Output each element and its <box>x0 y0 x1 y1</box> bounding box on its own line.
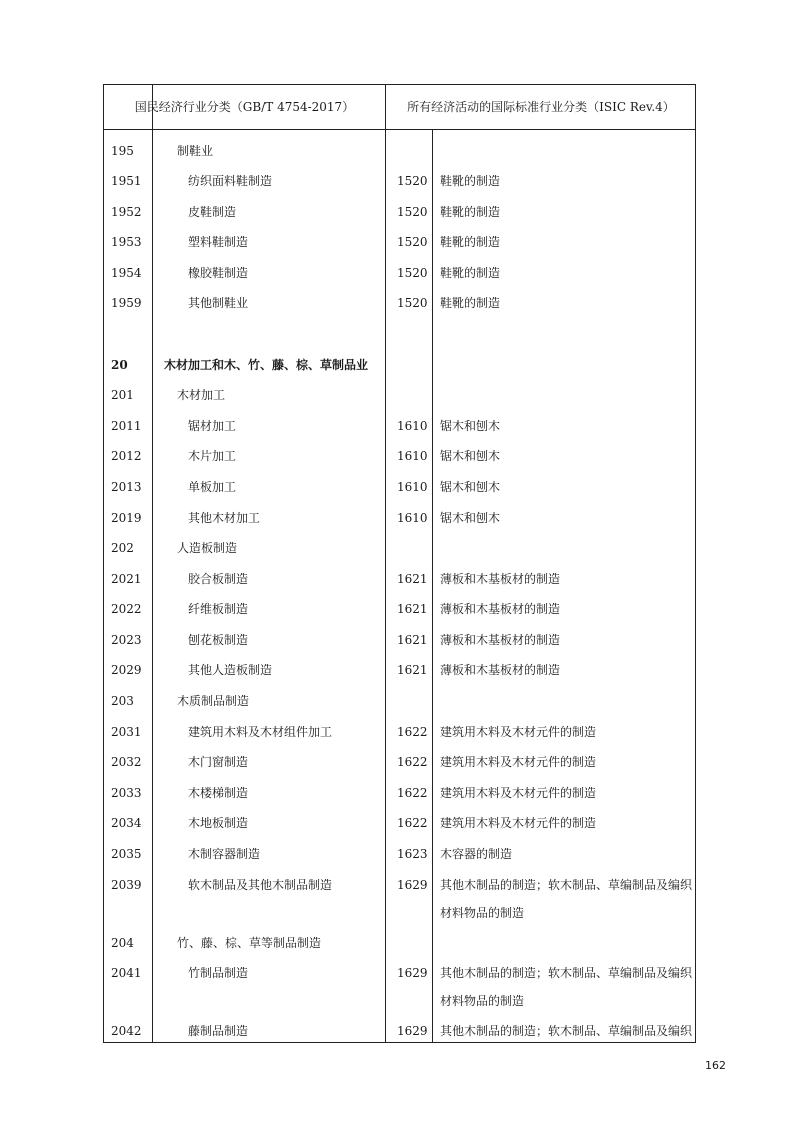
industry-name: 塑料鞋制造 <box>188 235 249 249</box>
industry-code: 2041 <box>111 966 142 980</box>
isic-code: 1622 <box>397 725 428 739</box>
table-row <box>104 534 695 562</box>
industry-name: 制鞋业 <box>177 144 214 158</box>
table-row <box>104 959 695 1015</box>
isic-name: 锯木和刨木 <box>440 449 501 463</box>
isic-code: 1621 <box>397 633 428 647</box>
isic-name: 薄板和木基板材的制造 <box>440 663 561 677</box>
isic-name: 薄板和木基板材的制造 <box>440 572 561 586</box>
industry-name: 竹、藤、棕、草等制品制造 <box>177 936 322 950</box>
table-row <box>104 565 695 593</box>
industry-code: 1951 <box>111 174 142 188</box>
isic-code: 1622 <box>397 755 428 769</box>
industry-code: 20 <box>111 358 128 372</box>
table-row <box>104 595 695 623</box>
isic-name: 其他木制品的制造；软木制品、草编制品及编织材料物品的制造 <box>440 966 693 1008</box>
industry-name: 木材加工和木、竹、藤、棕、草制品业 <box>164 358 369 372</box>
page-number: 162 <box>705 1059 726 1072</box>
table-row <box>104 351 695 379</box>
industry-name: 建筑用木料及木材组件加工 <box>188 725 333 739</box>
industry-code: 1959 <box>111 296 142 310</box>
industry-code: 2033 <box>111 786 142 800</box>
isic-code: 1621 <box>397 663 428 677</box>
isic-code: 1610 <box>397 419 428 433</box>
table-row <box>104 626 695 654</box>
industry-code: 2039 <box>111 878 142 892</box>
table-row <box>104 412 695 440</box>
table-row <box>104 929 695 957</box>
isic-name: 建筑用木料及木材元件的制造 <box>440 816 597 830</box>
industry-name: 人造板制造 <box>177 541 238 555</box>
table-row <box>104 381 695 409</box>
isic-name: 薄板和木基板材的制造 <box>440 633 561 647</box>
industry-name: 胶合板制造 <box>188 572 249 586</box>
industry-name: 竹制品制造 <box>188 966 249 980</box>
table-row <box>104 687 695 715</box>
isic-name: 鞋靴的制造 <box>440 235 501 249</box>
table-row <box>104 840 695 868</box>
industry-name: 木门窗制造 <box>188 755 249 769</box>
table-row <box>104 504 695 532</box>
industry-code: 2021 <box>111 572 142 586</box>
isic-name: 鞋靴的制造 <box>440 296 501 310</box>
industry-code: 195 <box>111 144 134 158</box>
isic-code: 1622 <box>397 816 428 830</box>
industry-name: 其他制鞋业 <box>188 296 249 310</box>
isic-code: 1520 <box>397 174 428 188</box>
isic-name: 锯木和刨木 <box>440 511 501 525</box>
industry-name: 纺织面料鞋制造 <box>188 174 273 188</box>
industry-name: 其他人造板制造 <box>188 663 273 677</box>
table-row <box>104 656 695 684</box>
table-row <box>104 442 695 470</box>
isic-name: 建筑用木料及木材元件的制造 <box>440 755 597 769</box>
isic-code: 1622 <box>397 786 428 800</box>
industry-name: 皮鞋制造 <box>188 205 237 219</box>
isic-name: 鞋靴的制造 <box>440 205 501 219</box>
table-row <box>104 259 695 287</box>
industry-code: 2019 <box>111 511 142 525</box>
isic-name: 鞋靴的制造 <box>440 174 501 188</box>
header-divider <box>104 129 695 130</box>
classification-table <box>103 84 696 1043</box>
table-row <box>104 779 695 807</box>
industry-code: 2013 <box>111 480 142 494</box>
isic-code: 1629 <box>397 966 428 980</box>
industry-code: 202 <box>111 541 134 555</box>
isic-code: 1621 <box>397 572 428 586</box>
industry-code: 2023 <box>111 633 142 647</box>
industry-name: 木地板制造 <box>188 816 249 830</box>
isic-code: 1520 <box>397 266 428 280</box>
table-row <box>104 198 695 226</box>
industry-code: 201 <box>111 388 134 402</box>
isic-name: 其他木制品的制造；软木制品、草编制品及编织材料物品的制造 <box>440 878 693 920</box>
isic-code: 1610 <box>397 449 428 463</box>
table-row <box>104 871 695 927</box>
isic-code: 1520 <box>397 205 428 219</box>
industry-code: 2042 <box>111 1024 142 1038</box>
industry-name: 木质制品制造 <box>177 694 250 708</box>
industry-code: 2012 <box>111 449 142 463</box>
isic-code: 1520 <box>397 296 428 310</box>
industry-code: 2011 <box>111 419 142 433</box>
isic-code: 1610 <box>397 480 428 494</box>
table-row <box>104 1017 695 1045</box>
isic-code: 1621 <box>397 602 428 616</box>
isic-code: 1629 <box>397 878 428 892</box>
industry-code: 2034 <box>111 816 142 830</box>
isic-name: 建筑用木料及木材元件的制造 <box>440 725 597 739</box>
industry-code: 2031 <box>111 725 142 739</box>
industry-name: 木材加工 <box>177 388 226 402</box>
industry-code: 203 <box>111 694 134 708</box>
industry-code: 2035 <box>111 847 142 861</box>
industry-code: 204 <box>111 936 134 950</box>
isic-code: 1610 <box>397 511 428 525</box>
table-row <box>104 809 695 837</box>
industry-code: 1952 <box>111 205 142 219</box>
table-row <box>104 748 695 776</box>
table-row <box>104 473 695 501</box>
isic-name: 锯木和刨木 <box>440 480 501 494</box>
industry-name: 软木制品及其他木制品制造 <box>188 878 333 892</box>
industry-name: 刨花板制造 <box>188 633 249 647</box>
industry-code: 2029 <box>111 663 142 677</box>
industry-code: 2022 <box>111 602 142 616</box>
isic-code: 1629 <box>397 1024 428 1038</box>
table-row <box>104 228 695 256</box>
industry-name: 锯材加工 <box>188 419 237 433</box>
industry-code: 1953 <box>111 235 142 249</box>
industry-name: 藤制品制造 <box>188 1024 249 1038</box>
isic-name: 建筑用木料及木材元件的制造 <box>440 786 597 800</box>
header-gbt: 国民经济行业分类（GB/T 4754-2017） <box>134 100 355 114</box>
isic-name: 薄板和木基板材的制造 <box>440 602 561 616</box>
header-isic: 所有经济活动的国际标准行业分类（ISIC Rev.4） <box>407 100 675 114</box>
isic-name: 锯木和刨木 <box>440 419 501 433</box>
industry-name: 纤维板制造 <box>188 602 249 616</box>
industry-name: 其他木材加工 <box>188 511 261 525</box>
industry-code: 1954 <box>111 266 142 280</box>
industry-name: 木楼梯制造 <box>188 786 249 800</box>
industry-name: 橡胶鞋制造 <box>188 266 249 280</box>
isic-name: 其他木制品的制造；软木制品、草编制品及编织 <box>440 1024 693 1038</box>
table-row <box>104 718 695 746</box>
industry-name: 木制容器制造 <box>188 847 261 861</box>
isic-code: 1520 <box>397 235 428 249</box>
isic-name: 木容器的制造 <box>440 847 513 861</box>
isic-name: 鞋靴的制造 <box>440 266 501 280</box>
table-row <box>104 137 695 165</box>
industry-name: 木片加工 <box>188 449 237 463</box>
table-row <box>104 167 695 195</box>
industry-name: 单板加工 <box>188 480 237 494</box>
table-row <box>104 289 695 317</box>
isic-code: 1623 <box>397 847 428 861</box>
industry-code: 2032 <box>111 755 142 769</box>
